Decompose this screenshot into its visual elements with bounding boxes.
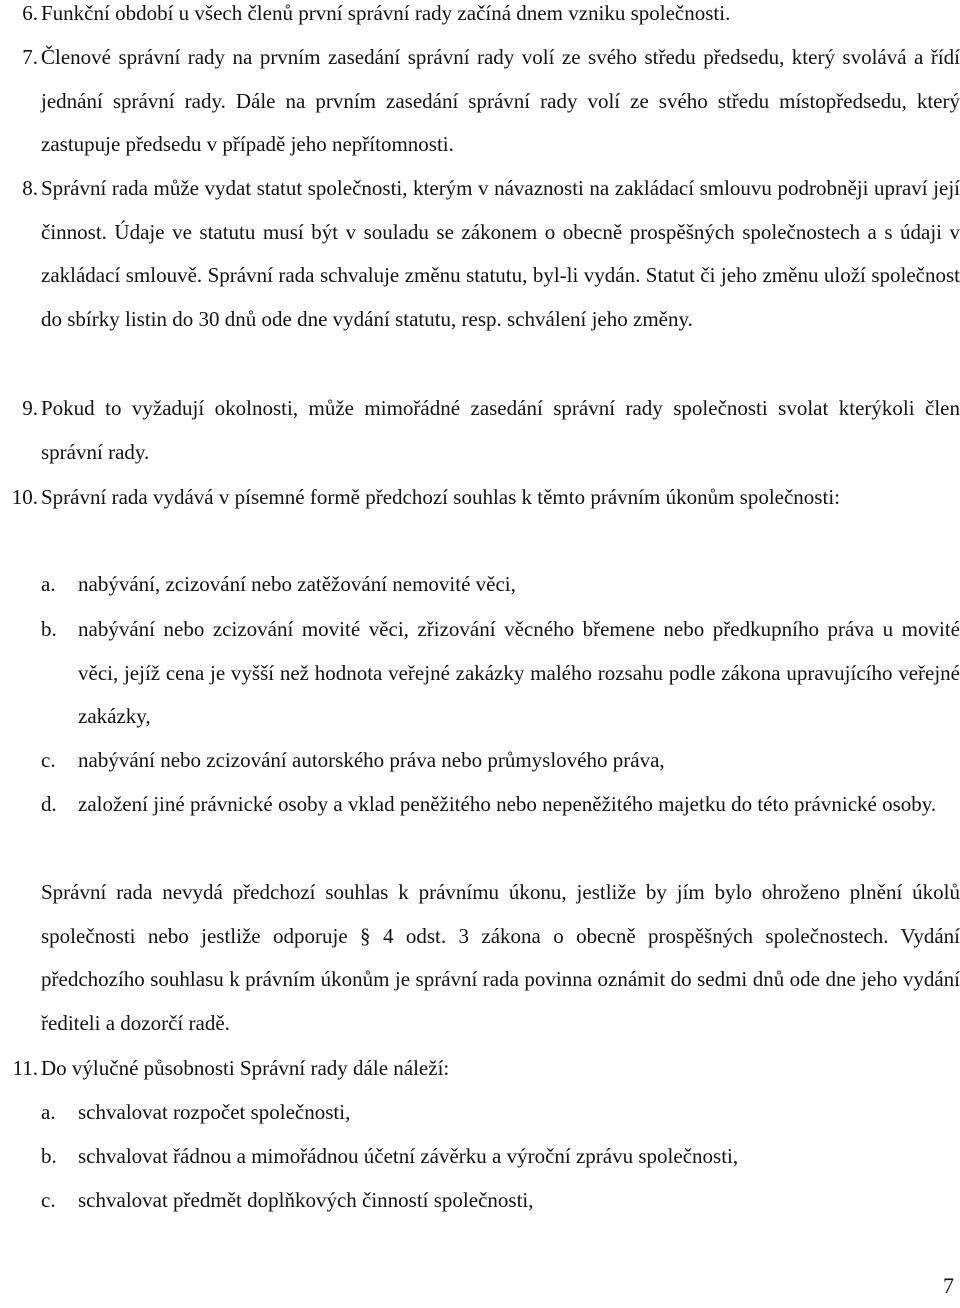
page-number: 7: [943, 1273, 954, 1298]
sub-item-text: založení jiné právnické osoby a vklad peněžitého nebo nepeněžitého majetku do této právnické osoby.: [78, 792, 937, 816]
item-text: Členové správní rady na prvním zasedání správní rady volí ze svého středu předsedu, který svolává a řídí jednání správní rady. Dále na prvním zasedání správní rady volí ze svého středu místopředsedu, který zastupuje předsedu v případě jeho nepřítomnosti.: [41, 45, 960, 157]
sub-item-text: schvalovat rozpočet společnosti,: [78, 1100, 351, 1124]
sub-item-text: nabývání nebo zcizování movité věci, zřizování věcného břemene nebo předkupního práva u movité věci, jejíž cena je vyšší než hodnota veřejné zakázky malého rozsahu podle zákona upravujícího veřejné zakázky,: [78, 617, 960, 729]
sub-item-text: schvalovat předmět doplňkových činností společnosti,: [78, 1188, 534, 1212]
item-number: 7.: [22, 45, 38, 69]
sub-item-text: nabývání, zcizování nebo zatěžování nemovité věci,: [78, 572, 516, 596]
sub-item-letter: c.: [41, 748, 56, 772]
item-number: 9.: [22, 396, 38, 420]
sub-item-letter: a.: [41, 572, 56, 596]
paragraph-text: Správní rada nevydá předchozí souhlas k právnímu úkonu, jestliže by jím bylo ohroženo plnění úkolů společnosti nebo jestliže odporuje § 4 odst. 3 zákona o obecně prospěšných společnostech. Vydání předchozího souhlasu k právním úkonům je správní rada povinna oznámit do sedmi dnů ode dne jeho vydání řediteli a dozorčí radě.: [41, 880, 960, 1035]
sub-item-letter: b.: [41, 1144, 57, 1168]
sub-item-text: nabývání nebo zcizování autorského práva nebo průmyslového práva,: [78, 748, 665, 772]
sub-item-text: schvalovat řádnou a mimořádnou účetní závěrku a výroční zprávu společnosti,: [78, 1144, 739, 1168]
sub-item-letter: d.: [41, 792, 57, 816]
sub-item-letter: a.: [41, 1100, 56, 1124]
item-text: Do výlučné působnosti Správní rady dále náleží:: [41, 1056, 450, 1080]
item-number: 10.: [11, 485, 38, 509]
sub-item-letter: b.: [41, 617, 57, 641]
item-text: Správní rada vydává v písemné formě předchozí souhlas k těmto právním úkonům společnosti:: [41, 485, 840, 509]
item-text: Pokud to vyžadují okolnosti, může mimořádné zasedání správní rady společnosti svolat kterýkoli člen správní rady.: [41, 396, 960, 464]
item-number: 6.: [22, 1, 38, 25]
item-text: Funkční období u všech členů první správní rady začíná dnem vzniku společnosti.: [41, 1, 731, 25]
item-number: 11.: [12, 1056, 38, 1080]
sub-item-letter: c.: [41, 1188, 56, 1212]
item-number: 8.: [22, 176, 38, 200]
item-text: Správní rada může vydat statut společnosti, kterým v návaznosti na zakládací smlouvu podrobněji upraví její činnost. Údaje ve statutu musí být v souladu se zákonem o obecně prospěšných společnostech a s údaji v zakládací smlouvě. Správní rada schvaluje změnu statutu, byl-li vydán. Statut či jeho změnu uloží společnost do sbírky listin do 30 dnů ode dne vydání statutu, resp. schválení jeho změny.: [41, 176, 960, 331]
